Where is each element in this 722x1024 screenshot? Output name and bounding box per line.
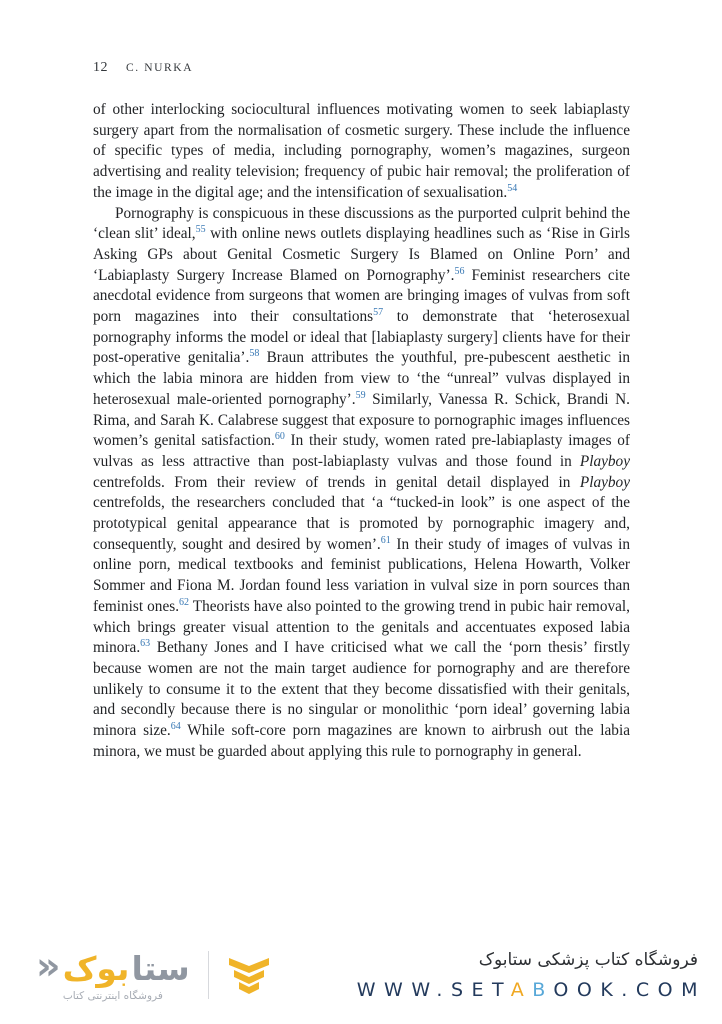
footnote-reference: 60	[274, 431, 285, 443]
text-run: Bethany Jones and I have criticised what we call the ‘porn thesis’ firstly because women are not the main target audience for pornography and are therefore unlikely to consume it to the extent that they become dissatisfied with their genitals, and secondly because there is no singular or monolithic ‘porn ideal’ governing labia minora size.	[93, 639, 630, 740]
text-run: In their study of images of vulvas in online porn, medical textbooks and feminist publications, Helena Howarth, Volker Sommer and Fiona M. Jordan found less variation in vulval size in porn sources than feminist ones.	[93, 535, 630, 615]
brand-name-part2: بوک	[62, 948, 130, 988]
footnote-reference: 56	[454, 265, 465, 277]
url-letter: .	[621, 978, 636, 1001]
website-url	[357, 979, 706, 1001]
url-letter: S	[450, 978, 472, 1001]
url-letter: K	[600, 978, 622, 1001]
text-run: centrefolds, the researchers concluded that ‘a “tucked-in look” is one aspect of the prototypical genital appearance that is promoted by pornographic imagery and, consequently, sought and desired by women’.	[93, 494, 630, 553]
footnote-reference: 55	[195, 224, 206, 236]
url-letter: E	[471, 978, 493, 1001]
url-letter: A	[510, 978, 533, 1001]
footer-divider	[208, 951, 209, 999]
footer-right-block	[356, 949, 706, 1001]
stacked-book-icon	[225, 954, 273, 996]
url-letter: M	[681, 978, 706, 1001]
footnote-reference: 64	[170, 721, 181, 732]
text-run: In their study, women rated pre-labiaplasty images of vulvas as less attractive than post-labiaplasty vulvas and those found in	[93, 432, 631, 470]
footnote-reference: 59	[355, 389, 366, 401]
url-letter: W	[384, 978, 412, 1001]
text-run: Similarly, Vanessa R. Schick, Brandi N. Rima, and Sarah K. Calabrese suggest that exposure to pornographic images influences women’s genital satisfaction.	[93, 390, 630, 450]
text-run: Pornography is conspicuous in these discussions as the purported culprit behind the ‘clean slit’ ideal,	[93, 204, 630, 243]
store-title: فروشگاه کتاب پزشکی ستابوک	[478, 949, 698, 970]
paragraph	[93, 100, 630, 204]
url-letter: W	[356, 978, 385, 1001]
footnote-reference: 54	[507, 182, 518, 194]
url-letter: .	[436, 978, 451, 1001]
footnote-reference: 63	[140, 638, 151, 650]
page-body-text	[93, 100, 630, 763]
url-letter: O	[576, 978, 601, 1001]
text-run: with online news outlets displaying headlines such as ‘Rise in Girls Asking GPs about Genital Cosmetic Surgery Is Blamed on Online Porn’ and ‘Labiaplasty Surgery Increase Blamed on Pornography’.	[93, 225, 630, 284]
text-run: to demonstrate that ‘heterosexual pornography informs the model or ideal that [labiaplasty surgery] clients have for their post-operative genitalia’.	[93, 308, 630, 367]
url-letter: B	[532, 978, 554, 1001]
url-letter: O	[553, 978, 577, 1001]
setabook-logo	[36, 944, 190, 1002]
italic-text: Playboy	[579, 473, 630, 491]
text-run: While soft-core porn magazines are known to airbrush out the labia minora, we must be guarded about applying this rule to pornography in general.	[93, 722, 630, 760]
text-run: Feminist researchers cite anecdotal evidence from surgeons that women are bringing images of vulvas from soft porn magazines into their consultations	[93, 266, 631, 326]
running-title: C. NURKA	[126, 62, 194, 74]
url-letter: T	[492, 978, 511, 1001]
footnote-reference: 58	[249, 348, 260, 360]
footnote-reference: 62	[179, 596, 190, 608]
footnote-reference: 61	[380, 534, 391, 546]
text-run: Braun attributes the youthful, pre-pubescent aesthetic in which the labia minora are hidden from view to ‘the “unreal” vulvas displayed in heterosexual male-oriented pornography’.	[93, 349, 630, 408]
text-run: Theorists have also pointed to the growing trend in pubic hair removal, which brings greater visual attention to the genitals and accentuates exposed labia minora.	[93, 597, 630, 657]
brand-logotype	[36, 944, 190, 988]
watermark-footer	[36, 938, 706, 1012]
text-run: of other interlocking sociocultural influences motivating women to seek labiaplasty surgery apart from the normalisation of cosmetic surgery. These include the influence of specific types of media, including pornography, women’s magazines, surgeon advertising and reality television; frequency of pubic hair removal; the proliferation of the image in the digital age; and the intensification of sexualisation.	[93, 101, 630, 201]
url-letter: C	[635, 978, 658, 1001]
italic-text: Playboy	[579, 452, 630, 470]
page-header	[93, 60, 193, 76]
page-number: 12	[93, 60, 108, 75]
brand-name-part1: ستا	[131, 948, 190, 988]
footnote-reference: 57	[373, 306, 384, 318]
brand-tagline: فروشگاه اینترنتی کتاب	[62, 989, 163, 1002]
text-run: centrefolds. From their review of trends in genital detail displayed in	[93, 473, 580, 491]
url-letter: O	[657, 978, 682, 1001]
paragraph	[93, 204, 630, 763]
double-chevron-icon: «	[36, 944, 61, 988]
url-letter: W	[411, 978, 437, 1001]
